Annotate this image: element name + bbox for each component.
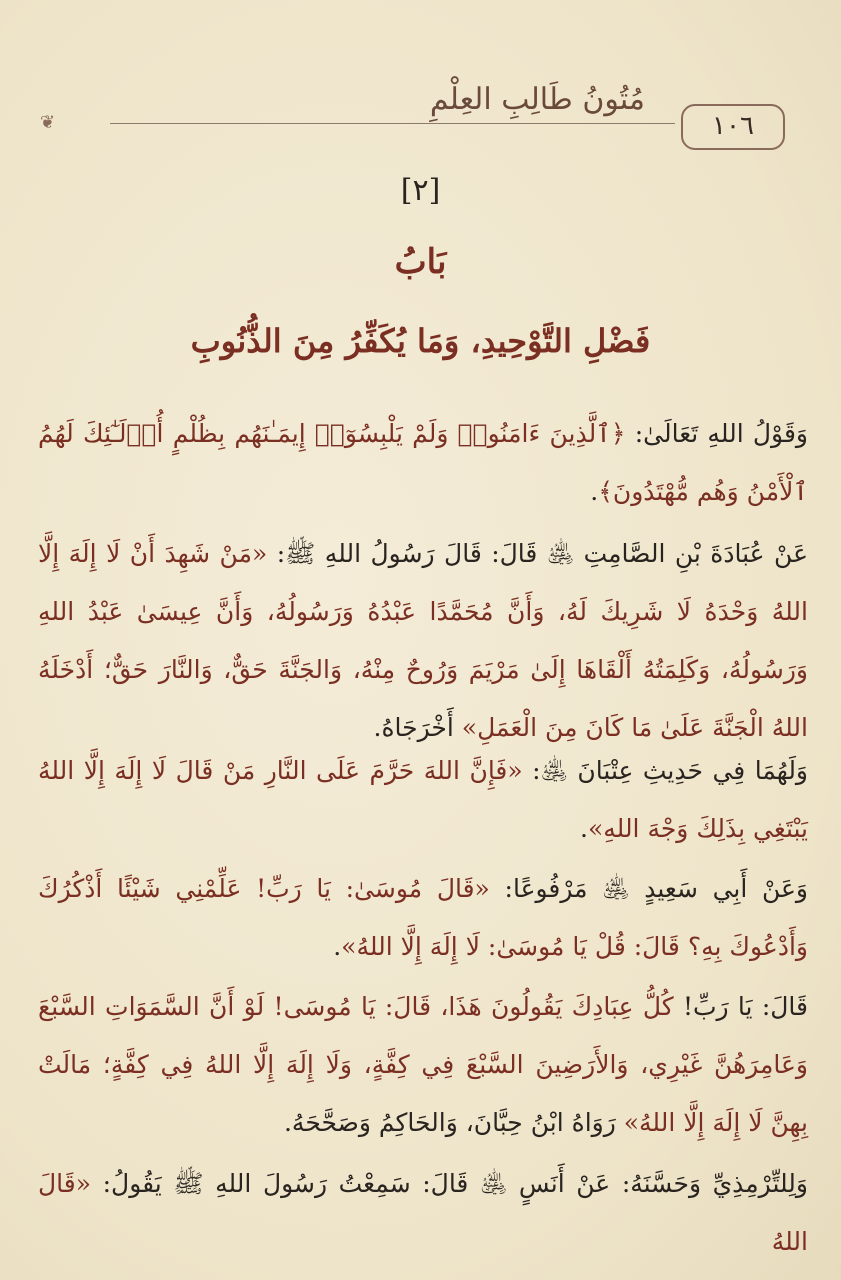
chapter-title: فَضْلِ التَّوْحِيدِ، وَمَا يُكَفِّرُ مِنَ الذُّنُوبِ (190, 322, 651, 360)
chapter-number: [٢] (400, 173, 441, 208)
paragraph-text: وَقَوْلُ اللهِ تَعَالَىٰ: (625, 419, 808, 448)
chapter-label: بَابُ (394, 242, 447, 282)
paragraph-4 (38, 860, 808, 976)
paragraph-5 (38, 978, 808, 1152)
paragraph-text: أَخْرَجَاهُ. (373, 713, 462, 742)
paragraph-text: قَالَ: يَا رَبِّ! (673, 992, 808, 1021)
paragraph-3 (38, 742, 808, 858)
paragraph-1 (38, 405, 808, 521)
paragraph-6 (38, 1155, 808, 1271)
paragraph-text: . (333, 932, 342, 961)
paragraph-text: وَعَنْ أَبِي سَعِيدٍ ﵁ مَرْفُوعًا: (489, 874, 808, 903)
running-title: مُتُونُ طَالِبِ العِلْمِ (429, 82, 645, 117)
hadith-quote: «مَنْ شَهِدَ أَنْ لَا إِلَهَ إِلَّا اللهُ وَحْدَهُ لَا شَرِيكَ لَهُ، وَأَنَّ مُحَمَّدًا عَبْدُهُ وَرَسُولُهُ، وَأَنَّ عِيسَىٰ عَبْدُ اللهِ وَرَسُولُهُ، وَكَلِمَتُهُ أَلْقَاهَا إِلَىٰ مَرْيَمَ وَرُوحٌ مِنْهُ، وَالجَنَّةَ حَقٌّ، وَالنَّارَ حَقٌّ؛ أَدْخَلَهُ اللهُ الْجَنَّةَ عَلَىٰ مَا كَانَ مِنَ الْعَمَلِ» (38, 539, 808, 742)
hadith-quote: «فَإِنَّ اللهَ حَرَّمَ عَلَى النَّارِ مَنْ قَالَ لَا إِلَهَ إِلَّا اللهُ يَبْتَغِي بِذَلِكَ وَجْهَ اللهِ» (38, 756, 808, 843)
paragraph-text: وَلَهُمَا فِي حَدِيثِ عِتْبَانَ ﵁: (522, 756, 809, 785)
hadith-quote: «قَالَ اللهُ (38, 1169, 808, 1256)
header-rule (110, 123, 675, 124)
hadith-quote: كُلُّ عِبَادِكَ يَقُولُونَ هَذَا، قَالَ: يَا مُوسَى! لَوْ أَنَّ السَّمَوَاتِ السَّبْعَ وَعَامِرَهُنَّ غَيْرِي، وَالأَرَضِينَ السَّبْعَ فِي كِفَّةٍ، وَلَا إِلَهَ إِلَّا اللهُ فِي كِفَّةٍ؛ مَالَتْ بِهِنَّ لَا إِلَهَ إِلَّا اللهُ» (38, 992, 808, 1137)
paragraph-text: وَلِلتِّرْمِذِيِّ وَحَسَّنَهُ: عَنْ أَنَسٍ ﵁ قَالَ: سَمِعْتُ رَسُولَ اللهِ ﷺ يَقُولُ: (91, 1169, 808, 1198)
page-number: ١٠٦ (681, 104, 785, 150)
ornament-icon: ❦ (40, 112, 56, 133)
paragraph-text: . (590, 477, 599, 506)
quran-verse: ﴿ٱلَّذِينَ ءَامَنُوا۟ وَلَمْ يَلْبِسُوٓا۟ إِيمَـٰنَهُم بِظُلْمٍ أُو۟لَـٰٓئِكَ لَهُمُ ٱلْأَمْنُ وَهُم مُّهْتَدُونَ﴾ (38, 419, 808, 506)
paragraph-2 (38, 525, 808, 757)
paragraph-text: عَنْ عُبَادَةَ بْنِ الصَّامِتِ ﵁ قَالَ: قَالَ رَسُولُ اللهِ ﷺ: (267, 539, 808, 568)
page-header (40, 78, 800, 158)
paragraph-text: رَوَاهُ ابْنُ حِبَّانَ، وَالحَاكِمُ وَصَحَّحَهُ. (283, 1108, 624, 1137)
hadith-quote: «قَالَ مُوسَىٰ: يَا رَبِّ! عَلِّمْنِي شَيْئًا أَذْكُرُكَ وَأَدْعُوكَ بِهِ؟ قَالَ: قُلْ يَا مُوسَىٰ: لَا إِلَهَ إِلَّا اللهُ» (38, 874, 808, 961)
paragraph-text: . (580, 814, 588, 843)
